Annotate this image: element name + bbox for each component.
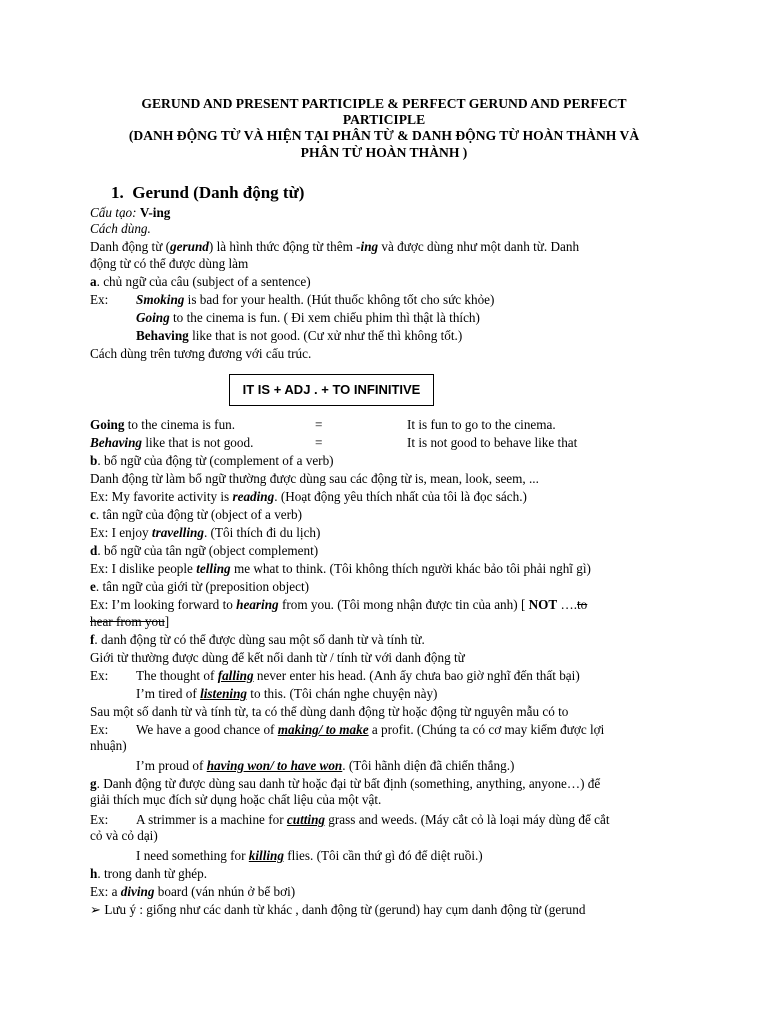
ex-label-f: Ex: — [90, 668, 109, 683]
item-g-desc: giải thích mục đích sử dụng hoặc chất liệu của một vật. — [90, 792, 382, 807]
section-heading — [111, 183, 304, 203]
structure-box: IT IS + ADJ . + TO INFINITIVE — [229, 374, 434, 406]
example-h: Ex: a diving board (ván nhún ở bể bơi) — [90, 884, 296, 899]
equivalent-structure-note: Cách dùng trên tương đương với cấu trúc. — [90, 346, 312, 361]
item-a: a. chủ ngữ của câu (subject of a sentence) — [90, 274, 311, 289]
example-g2: I need something for killing flies. (Tôi cần thứ gì đó để diệt ruồi.) — [136, 848, 483, 863]
example-f1: The thought of falling never enter his head. (Anh ấy chưa bao giờ nghĩ đến thất bại) — [136, 668, 580, 683]
example-f2: I’m tired of listening to this. (Tôi chán nghe chuyện này) — [136, 686, 438, 701]
note-line: ➢ Lưu ý : giống như các danh từ khác , danh động từ (gerund) hay cụm danh động từ (gerund — [90, 902, 586, 917]
example-a3: Behaving like that is not good. (Cư xử như thế thì không tốt.) — [136, 328, 463, 343]
intro-line-1: Danh động từ (gerund) là hình thức động từ thêm -ing và được dùng như một danh từ. Danh — [90, 239, 580, 254]
title-line-2: PARTICIPLE — [342, 112, 426, 127]
structure-label: Cấu tạo — [90, 205, 133, 220]
item-h: h. trong danh từ ghép. — [90, 866, 208, 881]
item-g: g. Danh động từ được dùng sau danh từ hoặc đại từ bất định (something, anything, anyone…) để — [90, 776, 601, 791]
example-g1: A strimmer is a machine for cutting grass and weeds. (Máy cắt cỏ là loại máy dùng để cắt — [136, 812, 610, 827]
ex-label-g: Ex: — [90, 812, 109, 827]
usage-label: Cách dùng. — [90, 221, 151, 236]
compare-right-1: It is fun to go to the cinema. — [407, 417, 556, 432]
example-g1-cont: cỏ và cỏ dại) — [90, 828, 158, 843]
example-f4: I’m proud of having won/ to have won. (Tôi hãnh diện đã chiến thắng.) — [136, 758, 515, 773]
example-f3-cont: nhuận) — [90, 738, 127, 753]
compare-left-2: Behaving like that is not good. — [90, 435, 254, 450]
title-line-4: PHÂN TỪ HOÀN THÀNH ) — [300, 145, 468, 160]
intro-line-2: động từ có thể được dùng làm — [90, 256, 249, 271]
section-number: 1. — [111, 183, 124, 202]
item-e: e. tân ngữ của giới từ (preposition object) — [90, 579, 310, 594]
compare-left-1: Going to the cinema is fun. — [90, 417, 236, 432]
title-line-1: GERUND AND PRESENT PARTICIPLE & PERFECT GERUND AND PERFECT — [141, 96, 627, 111]
example-b: Ex: My favorite activity is reading. (Hoạt động yêu thích nhất của tôi là đọc sách.) — [90, 489, 527, 504]
example-c: Ex: I enjoy travelling. (Tôi thích đi du lịch) — [90, 525, 321, 540]
item-b-desc: Danh động từ làm bổ ngữ thường được dùng sau các động từ is, mean, look, seem, ... — [90, 471, 539, 486]
compare-eq-1: = — [315, 417, 323, 432]
item-f: f. danh động từ có thể được dùng sau một số danh từ và tính từ. — [90, 632, 425, 647]
title-line-3: (DANH ĐỘNG TỪ VÀ HIỆN TẠI PHÂN TỪ & DANH ĐỘNG TỪ HOÀN THÀNH VÀ — [128, 128, 640, 143]
ex-label-a: Ex: — [90, 292, 109, 307]
example-d: Ex: I dislike people telling me what to think. (Tôi không thích người khác bảo tôi phải nghĩ gì) — [90, 561, 591, 576]
item-d: d. bổ ngữ của tân ngữ (object complement) — [90, 543, 319, 558]
item-f-desc: Giới từ thường được dùng để kết nối danh từ / tính từ với danh động từ — [90, 650, 465, 665]
item-f-note: Sau một số danh từ và tính từ, ta có thể dùng danh động từ hoặc động từ nguyên mẫu có to — [90, 704, 569, 719]
compare-right-2: It is not good to behave like that — [407, 435, 578, 450]
item-b: b. bổ ngữ của động từ (complement of a verb) — [90, 453, 334, 468]
arrow-bullet-icon: ➢ — [90, 902, 102, 917]
structure-value: V-ing — [139, 205, 171, 220]
item-c: c. tân ngữ của động từ (object of a verb) — [90, 507, 303, 522]
compare-eq-2: = — [315, 435, 323, 450]
example-e-cont: hear from you] — [90, 614, 170, 629]
term-gerund: gerund — [170, 239, 209, 254]
example-f3: We have a good chance of making/ to make a profit. (Chúng ta có cơ may kiếm được lợi — [136, 722, 605, 737]
example-e: Ex: I’m looking forward to hearing from you. (Tôi mong nhận được tin của anh) [ NOT ….to — [90, 597, 588, 612]
section-title: Gerund (Danh động từ) — [132, 183, 305, 202]
example-a2: Going to the cinema is fun. ( Đi xem chiếu phim thì thật là thích) — [136, 310, 480, 325]
structure-line: Cấu tạo: V-ing — [90, 205, 171, 220]
ex-label-f3: Ex: — [90, 722, 109, 737]
example-a1: Smoking is bad for your health. (Hút thuốc không tốt cho sức khỏe) — [136, 292, 495, 307]
